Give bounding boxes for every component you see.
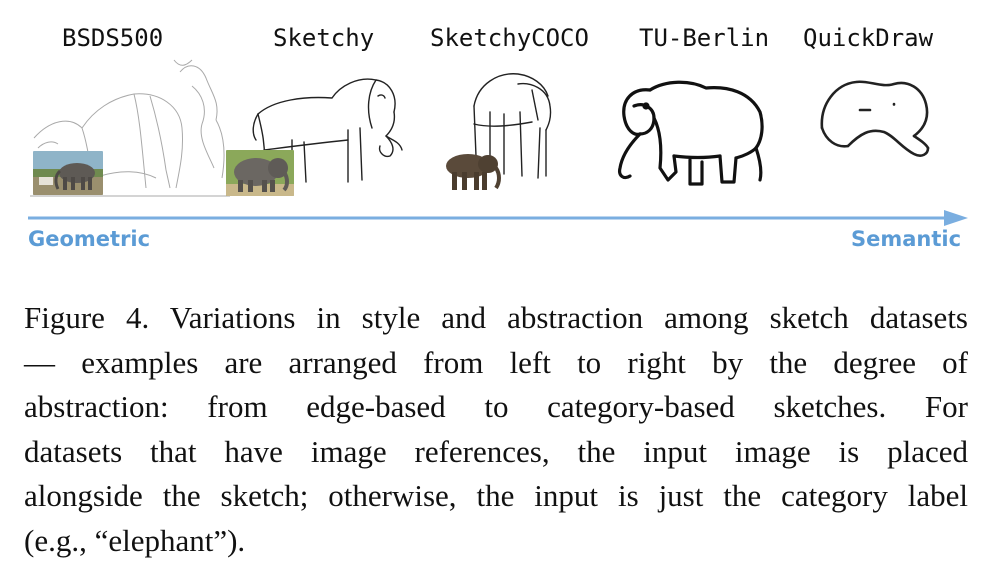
label-quickdraw: QuickDraw <box>803 24 934 52</box>
caption-line: abstraction: from edge-based to category-based sketches. For <box>24 389 968 424</box>
sketch-abstraction-figure <box>0 0 988 270</box>
caption-line: (e.g., “elephant”). <box>24 522 246 558</box>
caption-line: — examples are arranged from left to right by the degree of <box>24 344 968 380</box>
axis-right-label: Semantic <box>851 227 962 251</box>
axis-left-label: Geometric <box>28 227 151 251</box>
caption-line: Figure 4. Variations in style and abstraction among sketch datasets <box>24 300 968 335</box>
sketchycoco-photo <box>440 150 504 192</box>
label-sketchycoco: SketchyCOCO <box>430 24 589 52</box>
bsds500-photo <box>33 151 103 195</box>
figure-caption <box>24 296 968 563</box>
caption-line: alongside the sketch; otherwise, the input is just the category label <box>24 478 968 513</box>
quickdraw-sketch <box>810 74 940 174</box>
caption-line: datasets that have image references, the input image is placed <box>24 433 968 469</box>
label-tu-berlin: TU-Berlin <box>639 24 770 52</box>
label-bsds500: BSDS500 <box>62 24 164 52</box>
label-sketchy: Sketchy <box>273 24 375 52</box>
tu-berlin-sketch <box>610 72 770 194</box>
sketchy-photo <box>226 150 294 196</box>
abstraction-axis-arrow <box>26 206 970 230</box>
